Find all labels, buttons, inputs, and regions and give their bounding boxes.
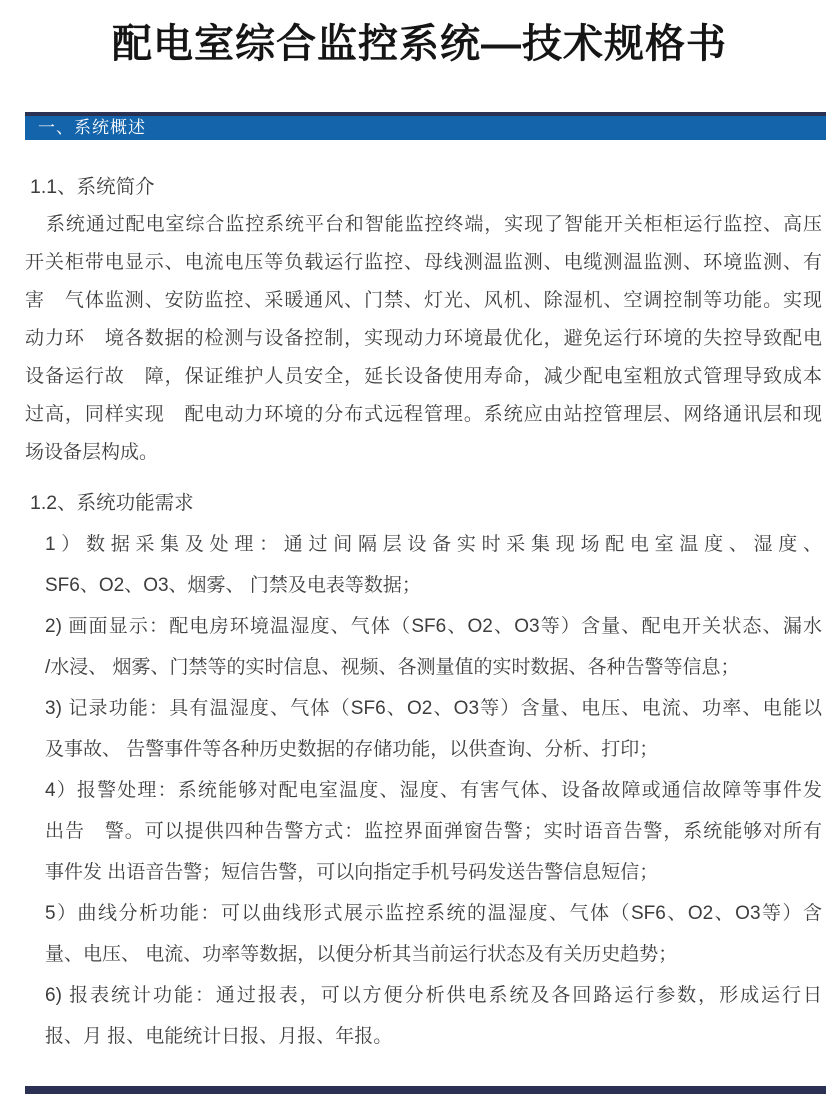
feature-line: 出告 警。可以提供四种告警方式：监控界面弹窗告警；实时语音告警，系统能够对所有 <box>45 821 822 842</box>
feature-line: 6) 报表统计功能：通过报表，可以方便分析供电系统及各回路运行参数，形成运行日 <box>45 985 822 1006</box>
feature-line: 事件发 出语音告警；短信告警，可以向指定手机号码发送告警信息短信； <box>45 862 659 883</box>
document-title: 配电室综合监控系统—技术规格书 <box>112 22 727 66</box>
feature-line: 5）曲线分析功能：可以曲线形式展示监控系统的温湿度、气体（SF6、O2、O3等）含 <box>45 903 822 924</box>
next-section-bar-partial <box>25 1086 826 1094</box>
paragraph-line: 动力环 境各数据的检测与设备控制，实现动力环境最优化，避免运行环境的失控导致配电 <box>25 328 822 349</box>
feature-item-4 <box>45 770 822 893</box>
feature-item-5 <box>45 893 822 975</box>
paragraph-line: 过高，同样实现 配电动力环境的分布式远程管理。系统应由站控管理层、网络通讯层和现 <box>25 404 822 425</box>
feature-item-3 <box>45 688 822 770</box>
paragraph-line: 系统通过配电室综合监控系统平台和智能监控终端，实现了智能开关柜柜运行监控、高压 <box>46 214 822 235</box>
feature-line: 报、月 报、电能统计日报、月报、年报。 <box>45 1026 393 1047</box>
feature-line: 3) 记录功能：具有温湿度、气体（SF6、O2、O3等）含量、电压、电流、功率、电能以 <box>45 698 822 719</box>
subsection-heading-1-1: 1.1、系统简介 <box>30 176 155 198</box>
paragraph-line: 开关柜带电显示、电流电压等负载运行监控、母线测温监测、电缆测温监测、环境监测、有 <box>25 252 822 273</box>
feature-line: 2) 画面显示：配电房环境温湿度、气体（SF6、O2、O3等）含量、配电开关状态、漏水 <box>45 616 822 637</box>
feature-line: 1）数据采集及处理：通过间隔层设备实时采集现场配电室温度、湿度、 <box>45 534 822 555</box>
section-header-label: 一、系统概述 <box>38 118 146 137</box>
feature-item-6 <box>45 975 822 1057</box>
intro-paragraph <box>25 206 822 472</box>
feature-item-1 <box>45 524 822 606</box>
paragraph-line: 场设备层构成。 <box>25 442 159 463</box>
feature-line: /水浸、 烟雾、门禁等的实时信息、视频、各测量值的实时数据、各种告警等信息； <box>45 657 740 678</box>
subsection-heading-1-2: 1.2、系统功能需求 <box>30 492 194 514</box>
feature-line: 量、电压、 电流、功率等数据，以便分析其当前运行状态及有关历史趋势； <box>45 944 678 965</box>
feature-item-2 <box>45 606 822 688</box>
feature-list <box>25 524 822 1057</box>
feature-line: 4）报警处理：系统能够对配电室温度、湿度、有害气体、设备故障或通信故障等事件发 <box>45 780 822 801</box>
document-body <box>25 168 822 1057</box>
feature-line: 及事故、 告警事件等各种历史数据的存储功能，以供查询、分析、打印； <box>45 739 659 760</box>
paragraph-line: 害 气体监测、安防监控、采暖通风、门禁、灯光、风机、除湿机、空调控制等功能。实现 <box>25 290 822 311</box>
paragraph-line: 设备运行故 障，保证维护人员安全，延长设备使用寿命，减少配电室粗放式管理导致成本 <box>25 366 822 387</box>
section-header-bar <box>25 112 826 140</box>
feature-line: SF6、O2、O3、烟雾、 门禁及电表等数据； <box>45 575 421 596</box>
